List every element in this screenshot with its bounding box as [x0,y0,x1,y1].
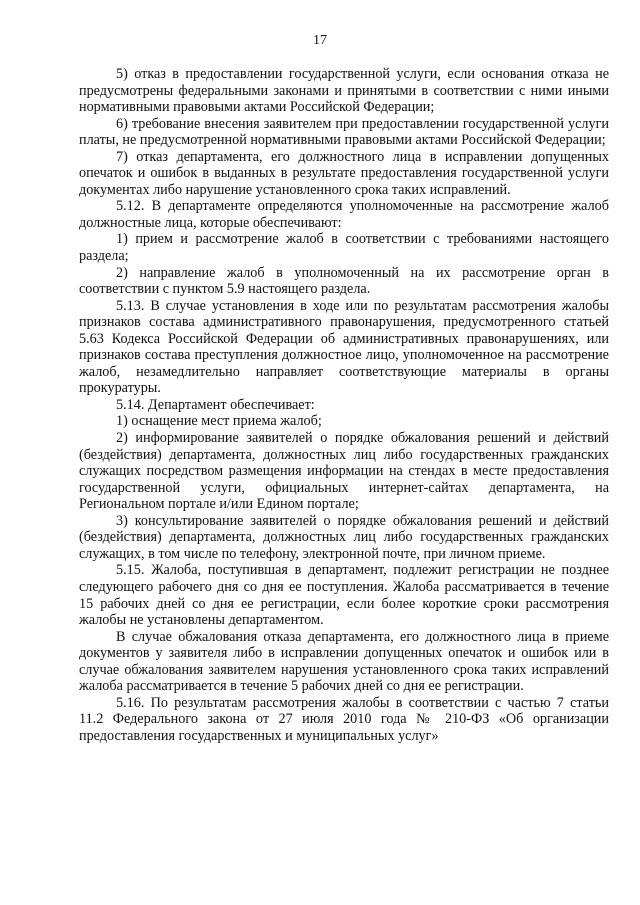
paragraph: 1) оснащение мест приема жалоб; [116,413,322,430]
paragraph: 2) направление жалоб в уполномоченный на их рассмотрение орган в соответствии с пунктом 5.9 настоящего раздела. [79,264,609,298]
document-body [79,66,609,744]
paragraph: 5.12. В департаменте определяются уполномоченные на рассмотрение жалоб должностные лица, которые обеспечивают: [79,198,609,231]
paragraph: 5.14. Департамент обеспечивает: [116,396,315,413]
paragraph: 2) информирование заявителей о порядке обжалования решений и действий (бездействия) департамента, должностных лиц либо государственных гражданских служащих посредством размещения информации на стендах в месте предоставления государственной услуги, официальных интернет-сайтах департамента, на Региональном портале и/или Едином портале; [79,430,609,513]
paragraph: 5) отказ в предоставлении государственной услуги, если основания отказа не предусмотрены федеральными законами и принятыми в соответствии с ними иными нормативными правовыми актами Российской Федерации; [79,66,609,116]
page-number: 17 [313,33,327,48]
paragraph: 5.15. Жалоба, поступившая в департамент, подлежит регистрации не позднее следующего рабочего дня со дня ее поступления. Жалоба рассматривается в течение 15 рабочих дней со дня ее регистрации, если более короткие сроки рассмотрения жалобы не установлены департаментом. [79,562,609,629]
paragraph: 3) консультирование заявителей о порядке обжалования решений и действий (бездействия) департамента, должностных лиц либо государственных гражданских служащих, в том числе по телефону, электронной почте, при личном приеме. [79,512,609,562]
paragraph: 1) прием и рассмотрение жалоб в соответствии с требованиями настоящего раздела; [79,231,609,265]
paragraph: 7) отказ департамента, его должностного лица в исправлении допущенных опечаток и ошибок в выданных в результате предоставления государственной услуги документах либо нарушение установленного срока таких исправлений. [79,148,609,198]
paragraph: 5.13. В случае установления в ходе или по результатам рассмотрения жалобы признаков состава административного правонарушения, предусмотренного статьей 5.63 Кодекса Российской Федерации об административных правонарушениях, или признаков состава преступления должностное лицо, уполномоченное на рассмотрение жалоб, незамедлительно направляет соответствующие материалы в органы прокуратуры. [79,297,609,397]
paragraph: 5.16. По результатам рассмотрения жалобы в соответствии с частью 7 статьи 11.2 Федерального закона от 27 июля 2010 года № 210-ФЗ «Об организации предоставления государственных и муниципальных услуг» [79,694,609,744]
paragraph: В случае обжалования отказа департамента, его должностного лица в приеме документов у заявителя либо в исправлении допущенных опечаток и ошибок или в случае обжалования заявителем нарушения установленного срока таких исправлений жалоба рассматривается в течение 5 рабочих дней со дня ее регистрации. [79,628,609,695]
paragraph: 6) требование внесения заявителем при предоставлении государственной услуги платы, не предусмотренной нормативными правовыми актами Российской Федерации; [79,115,609,149]
